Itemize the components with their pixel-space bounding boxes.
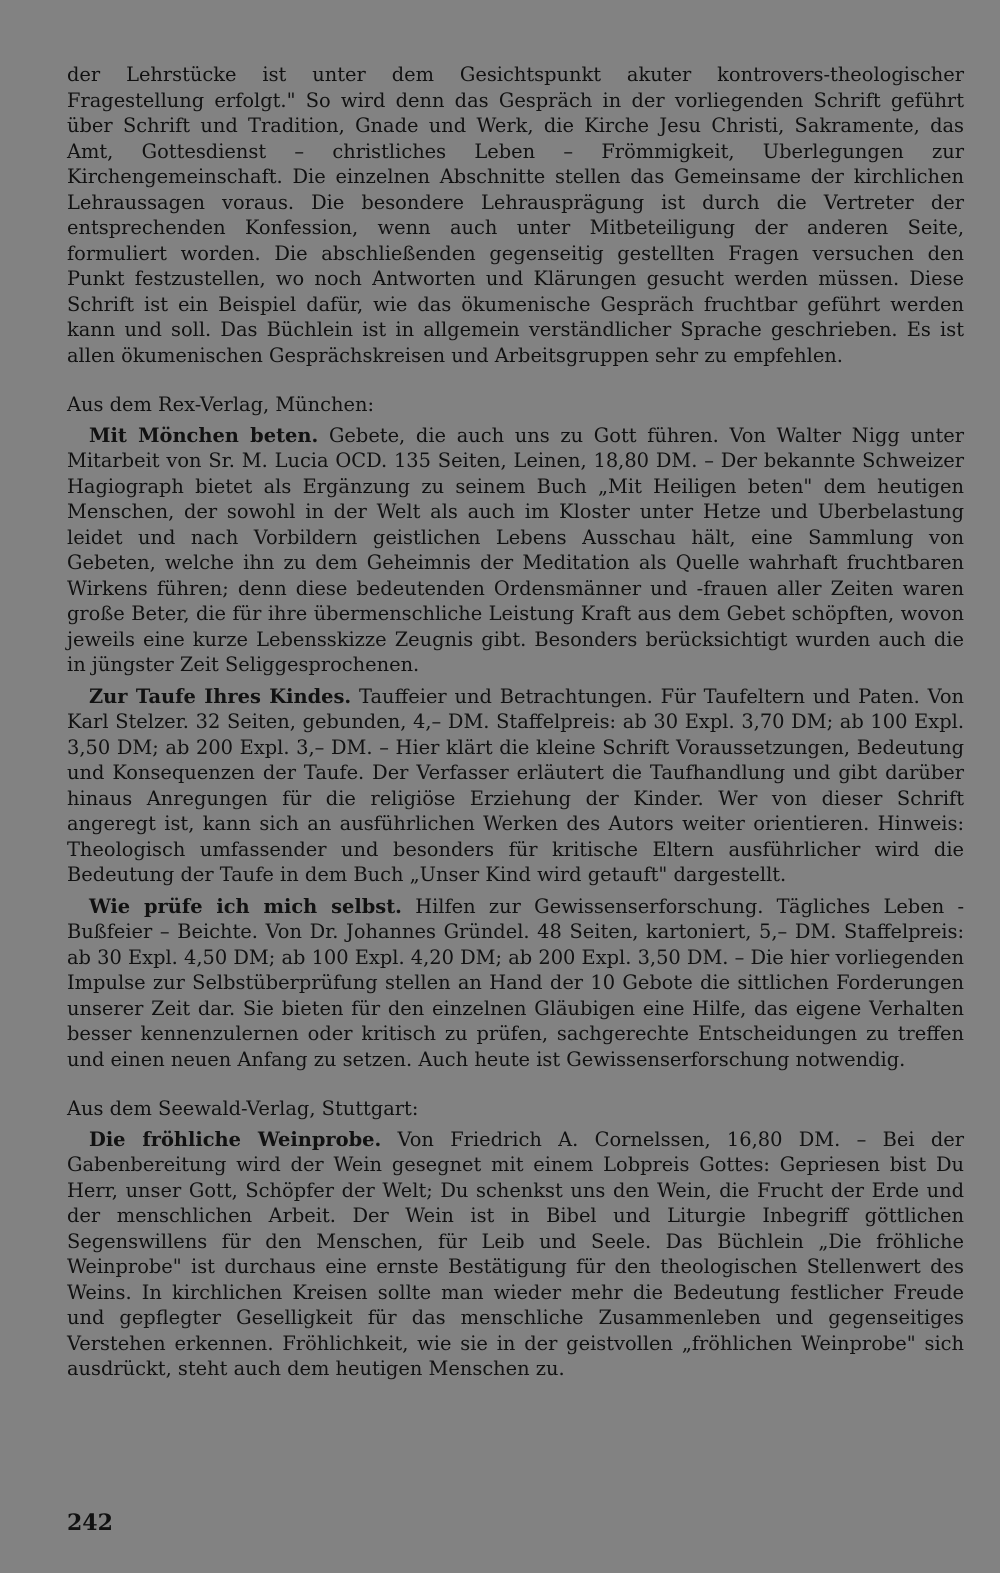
intro-paragraph: der Lehrstücke ist unter dem Gesichtspunkt akuter kontrovers-theologischer Fragestellung erfolgt." So wird denn das Gespräch in der vorliegenden Schrift geführt über Schrift und Tradition, Gnade und Werk, die Kirche Jesu Christi, Sakramente, das Amt, Gottesdienst – christliches Leben – Frömmigkeit, Uberlegungen zur Kirchengemeinschaft. Die einzelnen Abschnitte stellen das Gemeinsame der kirchlichen Lehraussagen voraus. Die besondere Lehrausprägung ist durch die Vertreter der entsprechenden Konfession, wenn auch unter Mitbeteiligung der anderen Seite, formuliert worden. Die abschließenden gegenseitig gestellten Fragen versuchen den Punkt festzustellen, wo noch Antworten und Klärungen gesucht werden müssen. Diese Schrift ist ein Beispiel dafür, wie das ökumenische Gespräch fruchtbar geführt werden kann und soll. Das Büchlein ist in allgemein verständlicher Sprache geschrieben. Es ist allen ökumenischen Gesprächskreisen und Arbeitsgruppen sehr zu empfehlen. (67, 63, 964, 367)
review-entry-weinprobe (67, 1127, 964, 1382)
publisher-heading-rex: Aus dem Rex-Verlag, München: (67, 393, 375, 416)
review-text: Tauffeier und Betrachtungen. Für Taufeltern und Paten. Von Karl Stelzer. 32 Seiten, gebunden, 4,– DM. Staffelpreis: ab 30 Expl. 3,70 DM; ab 100 Expl. 3,50 DM; ab 200 Expl. 3,– DM. – Hier klärt die kleine Schrift Voraussetzungen, Bedeutung und Konsequenzen der Taufe. Der Verfasser erläutert die Taufhandlung und gibt darüber hinaus Anregungen für die religiöse Erziehung der Kinder. Wer von dieser Schrift angeregt ist, kann sich an ausführlichen Werken des Autors weiter orientieren. Hinweis: Theologisch umfassender und besonders für kritische Eltern ausführlicher wird die Bedeutung der Taufe in dem Buch „Unser Kind wird getauft" dargestellt. (67, 684, 964, 886)
body-text (67, 62, 964, 1382)
review-entry-taufe (67, 684, 964, 888)
review-text: Gebete, die auch uns zu Gott führen. Von Walter Nigg unter Mitarbeit von Sr. M. Lucia OCD. 135 Seiten, Leinen, 18,80 DM. – Der bekannte Schweizer Hagiograph bietet als Ergänzung zu seinem Buch „Mit Heiligen beten" dem heutigen Menschen, der sowohl in der Welt als auch im Kloster unter Hetze und Uberbelastung leidet und nach Vorbildern geistlichen Lebens Ausschau hält, eine Sammlung von Gebeten, welche ihn zu dem Geheimnis der Meditation als Quelle wahrhaft fruchtbaren Wirkens führen; denn diese bedeutenden Ordensmänner und -frauen aller Zeiten waren große Beter, die für ihre übermenschliche Leistung Kraft aus dem Gebet schöpften, wovon jeweils eine kurze Lebensskizze Zeugnis gibt. Besonders berücksichtigt wurden auch die in jüngster Zeit Seliggesprochenen. (67, 423, 965, 676)
book-title: Mit Mönchen beten. (89, 423, 319, 447)
review-entry-moenchen (67, 423, 964, 678)
book-title: Die fröhliche Weinprobe. (89, 1127, 382, 1151)
review-text: Hilfen zur Gewissenserforschung. Tägliches Leben - Bußfeier – Beichte. Von Dr. Johannes Gründel. 48 Seiten, kartoniert, 5,– DM. Staffelpreis: ab 30 Expl. 4,50 DM; ab 100 Expl. 4,20 DM; ab 200 Expl. 3,50 DM. – Die hier vorliegenden Impulse zur Selbstüberprüfung stellen an Hand der 10 Gebote die sittlichen Forderungen unserer Zeit dar. Sie bieten für den einzelnen Gläubigen eine Hilfe, das eigene Verhalten besser kennenzulernen oder kritisch zu prüfen, sachgerechte Entscheidungen zu treffen und einen neuen Anfang zu setzen. Auch heute ist Gewissenserforschung notwendig. (67, 894, 965, 1071)
book-title: Wie prüfe ich mich selbst. (89, 894, 402, 918)
page-number: 242 (67, 1510, 113, 1536)
publisher-heading-seewald: Aus dem Seewald-Verlag, Stuttgart: (67, 1097, 419, 1120)
review-entry-pruefe (67, 894, 964, 1073)
book-title: Zur Taufe Ihres Kindes. (89, 684, 352, 708)
review-text: Von Friedrich A. Cornelssen, 16,80 DM. – Bei der Gabenbereitung wird der Wein gesegnet mit einem Lobpreis Gottes: Gepriesen bist Du Herr, unser Gott, Schöpfer der Welt; Du schenkst uns den Wein, die Frucht der Erde und der menschlichen Arbeit. Der Wein ist in Bibel und Liturgie Inbegriff göttlichen Segenswillens für den Menschen, für Leib und Seele. Das Büchlein „Die fröhliche Weinprobe" ist durchaus eine ernste Bestätigung für den theologischen Stellenwert des Weins. In kirchlichen Kreisen sollte man wieder mehr die Bedeutung festlicher Freude und gepflegter Geselligkeit für das menschliche Zusammenleben und gegenseitiges Verstehen erkennen. Fröhlichkeit, wie sie in der geistvollen „fröhlichen Weinprobe" sich ausdrückt, steht auch dem heutigen Menschen zu. (67, 1127, 964, 1380)
